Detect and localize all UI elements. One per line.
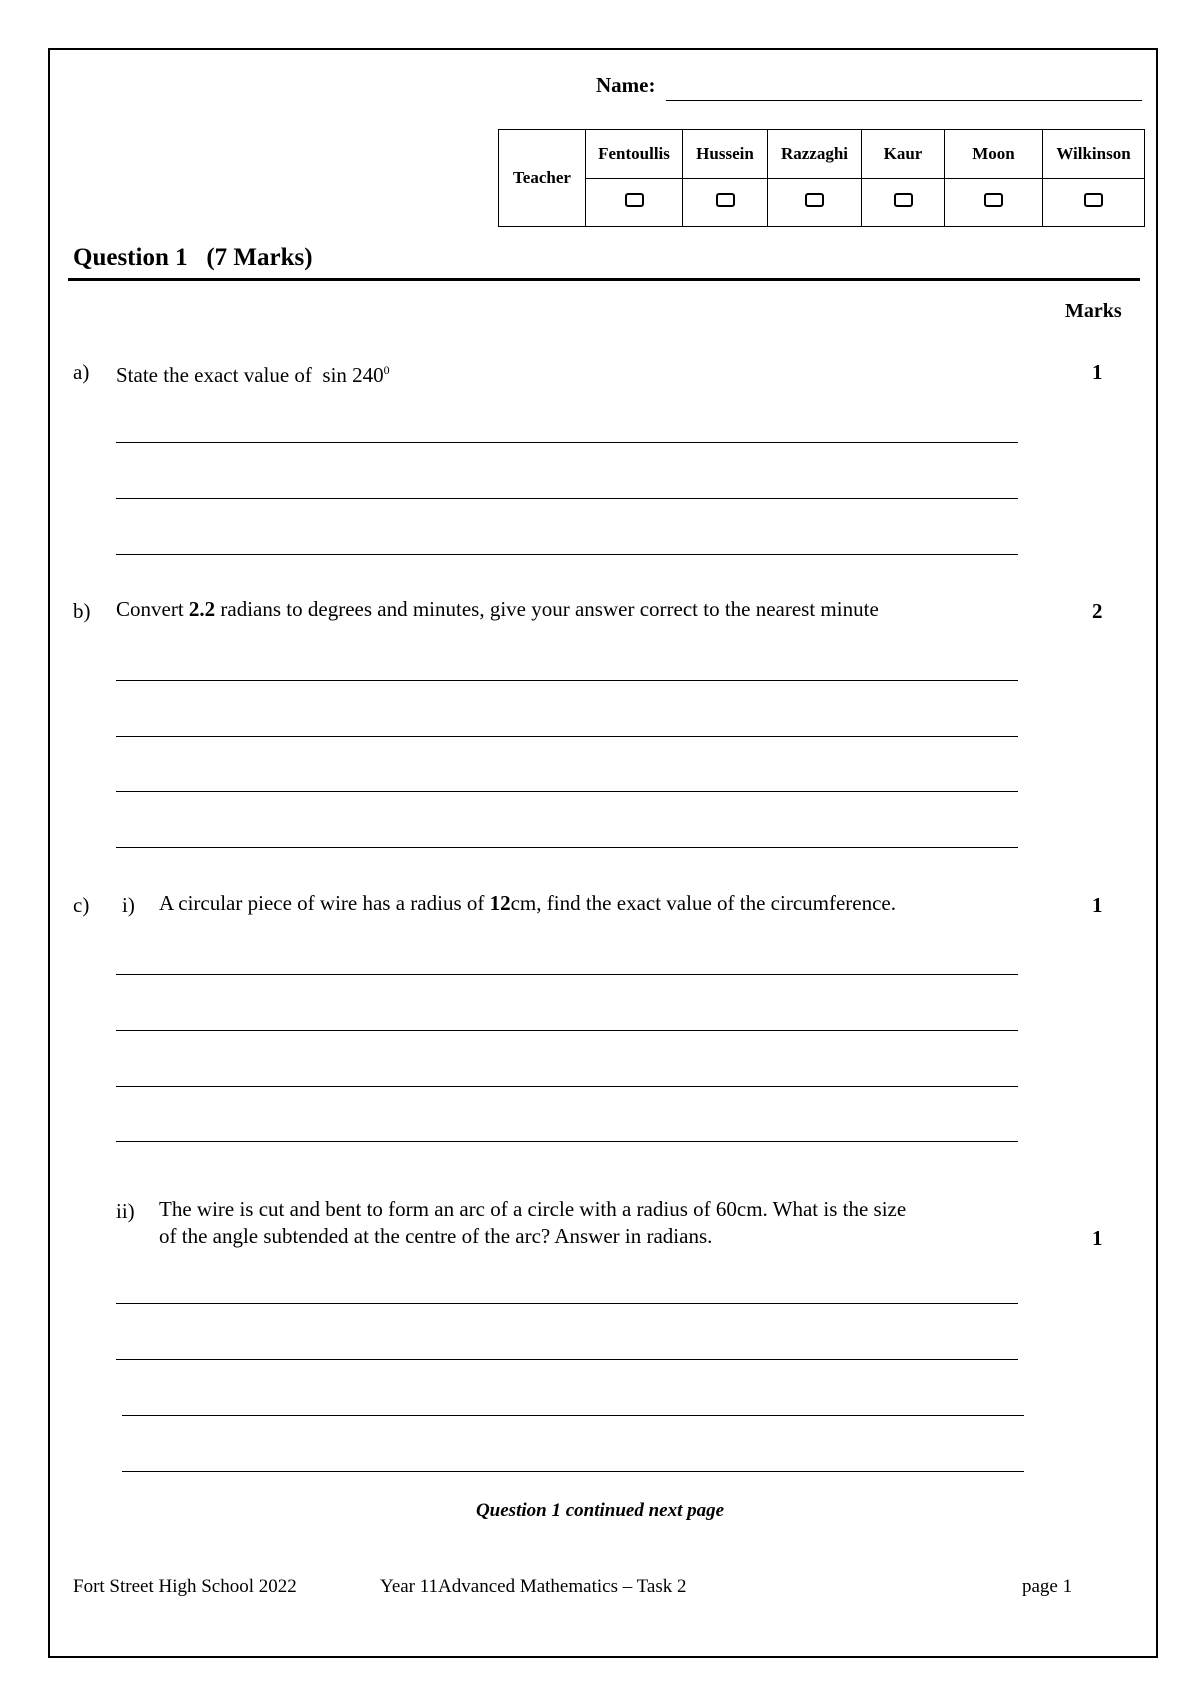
teacher-checkbox-cell — [1043, 178, 1145, 227]
answer-line[interactable] — [122, 1471, 1024, 1472]
teacher-table — [498, 129, 1145, 227]
teacher-checkbox-cell — [945, 178, 1043, 227]
answer-line[interactable] — [116, 554, 1018, 555]
part-c-i-marks: 1 — [1092, 893, 1103, 917]
answer-line[interactable] — [116, 1359, 1018, 1360]
part-c-ii-marks: 1 — [1092, 1226, 1103, 1250]
teacher-checkbox[interactable] — [1084, 193, 1103, 207]
teacher-checkbox[interactable] — [984, 193, 1003, 207]
answer-line[interactable] — [122, 1415, 1024, 1416]
answer-line[interactable] — [116, 847, 1018, 848]
teacher-name: Razzaghi — [768, 130, 862, 179]
answer-line[interactable] — [116, 1086, 1018, 1087]
teacher-name: Fentoullis — [586, 130, 683, 179]
part-c-i-text-start: A circular piece of wire has a radius of — [159, 891, 490, 915]
answer-line[interactable] — [116, 1030, 1018, 1031]
question-title: Question 1 (7 Marks) — [73, 244, 313, 271]
answer-line[interactable] — [116, 680, 1018, 681]
part-a-marks: 1 — [1092, 360, 1103, 384]
part-b-value: 2.2 — [188, 597, 216, 621]
teacher-name: Kaur — [862, 130, 945, 179]
answer-line[interactable] — [116, 498, 1018, 499]
page-border — [48, 48, 1158, 1658]
part-c-i-label: i) — [122, 893, 135, 917]
degree-superscript: 0 — [383, 363, 390, 377]
teacher-name: Moon — [945, 130, 1043, 179]
part-b-text — [116, 596, 879, 623]
teacher-label: Teacher — [499, 130, 586, 227]
heading-rule — [68, 278, 1140, 281]
teacher-checkbox-cell — [683, 178, 768, 227]
teacher-checkbox-cell — [586, 178, 683, 227]
answer-line[interactable] — [116, 974, 1018, 975]
part-c-ii-line1: The wire is cut and bent to form an arc of a circle with a radius of 60cm. What is the size — [159, 1197, 907, 1221]
part-a-text-main: State the exact value of sin 240 — [116, 363, 384, 387]
answer-line[interactable] — [116, 442, 1018, 443]
teacher-checkbox[interactable] — [894, 193, 913, 207]
part-a-text — [116, 357, 390, 389]
footer-school: Fort Street High School 2022 — [73, 1576, 297, 1597]
teacher-checkbox-cell — [862, 178, 945, 227]
name-label: Name: — [596, 73, 656, 97]
part-b-label: b) — [73, 599, 91, 623]
part-c-i-text — [159, 890, 896, 917]
part-b-text-start: Convert — [116, 597, 189, 621]
name-input-line[interactable] — [666, 100, 1142, 101]
part-c-i-text-end: cm, find the exact value of the circumference. — [510, 891, 896, 915]
continued-note: Question 1 continued next page — [475, 1500, 725, 1521]
part-b-text-end: radians to degrees and minutes, give your answer correct to the nearest minute — [215, 597, 879, 621]
teacher-name: Wilkinson — [1043, 130, 1145, 179]
part-c-label: c) — [73, 893, 90, 917]
answer-line[interactable] — [116, 736, 1018, 737]
teacher-name: Hussein — [683, 130, 768, 179]
answer-line[interactable] — [116, 1303, 1018, 1304]
footer-page-number: page 1 — [1022, 1576, 1073, 1597]
answer-line[interactable] — [116, 791, 1018, 792]
teacher-checkbox[interactable] — [716, 193, 735, 207]
part-b-marks: 2 — [1092, 599, 1103, 623]
part-c-ii-line2: of the angle subtended at the centre of the arc? Answer in radians. — [159, 1224, 713, 1248]
teacher-checkbox[interactable] — [625, 193, 644, 207]
teacher-checkbox[interactable] — [805, 193, 824, 207]
part-c-i-value: 12 — [489, 891, 511, 915]
answer-line[interactable] — [116, 1141, 1018, 1142]
footer-course: Year 11Advanced Mathematics – Task 2 — [380, 1576, 687, 1597]
marks-heading: Marks — [1065, 300, 1122, 322]
part-a-label: a) — [73, 360, 90, 384]
part-c-ii-label: ii) — [116, 1199, 135, 1223]
teacher-checkbox-cell — [768, 178, 862, 227]
